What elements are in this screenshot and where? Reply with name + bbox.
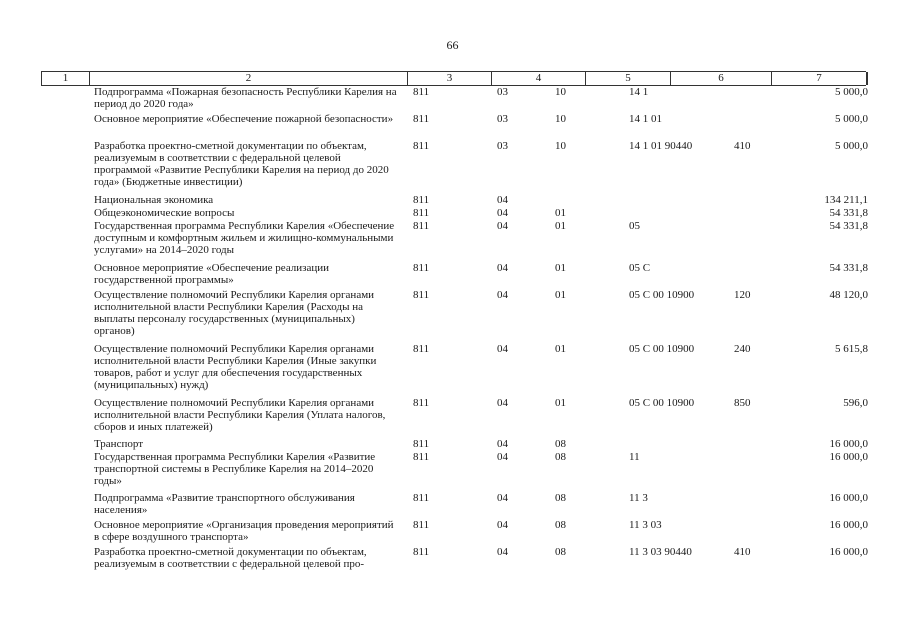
page-number: 66	[446, 38, 459, 52]
row-pr: 10	[555, 113, 566, 125]
row-csr: 14 1	[629, 86, 649, 98]
row-pr: 01	[555, 262, 566, 274]
row-vr: 410	[734, 140, 751, 152]
row-name: Национальная экономика	[94, 194, 214, 206]
row-name: Осуществление полномочий Республики Карелия органами исполнительной власти Республики Карелия (Уплата налогов, сборов и иных платежей)	[94, 397, 386, 433]
row-gr: 811	[413, 194, 430, 206]
header-cell: 7	[771, 72, 866, 85]
row-rz: 04	[497, 220, 508, 232]
row-csr: 05	[629, 220, 640, 232]
row-rz: 04	[497, 207, 508, 219]
row-csr: 14 1 01	[629, 113, 662, 125]
row-name: Разработка проектно-сметной документации по объектам, реализуемым в соответствии с федеральной целевой про-	[94, 546, 367, 570]
row-sum: 54 331,8	[829, 262, 868, 274]
row-gr: 811	[413, 220, 430, 232]
row-rz: 04	[497, 343, 508, 355]
row-gr: 811	[413, 207, 430, 219]
header-cell: 6	[670, 72, 771, 85]
row-name: Осуществление полномочий Республики Карелия органами исполнительной власти Республики Карелия (Иные закупки товаров, работ и услуг для обеспечения государственных (муниципальных) нужд)	[94, 343, 377, 391]
row-pr: 10	[555, 140, 566, 152]
row-name: Подпрограмма «Развитие транспортного обслуживания населения»	[94, 492, 355, 516]
row-vr: 410	[734, 546, 751, 558]
row-rz: 04	[497, 451, 508, 463]
row-name: Основное мероприятие «Обеспечение пожарной безопасности»	[94, 113, 394, 125]
row-pr: 01	[555, 289, 566, 301]
row-pr: 08	[555, 492, 566, 504]
row-rz: 03	[497, 140, 508, 152]
row-name: Осуществление полномочий Республики Карелия органами исполнительной власти Республики Карелия (Расходы на выплаты персоналу государственных (муниципальных) органов)	[94, 289, 375, 337]
row-sum: 16 000,0	[829, 546, 868, 558]
row-sum: 16 000,0	[829, 519, 868, 531]
row-vr: 120	[734, 289, 751, 301]
row-gr: 811	[413, 438, 430, 450]
row-gr: 811	[413, 113, 430, 125]
row-csr: 05 С	[629, 262, 651, 274]
row-name: Государственная программа Республики Карелия «Обеспечение доступным и комфортным жильем и жилищно-коммунальными услугами» на 2014–2020 годы	[94, 220, 395, 256]
row-sum: 48 120,0	[829, 289, 868, 301]
row-sum: 54 331,8	[829, 207, 868, 219]
header-cell: 4	[491, 72, 585, 85]
row-rz: 03	[497, 86, 508, 98]
row-name: Транспорт	[94, 438, 144, 450]
row-name: Государственная программа Республики Карелия «Развитие транспортной системы в Республике Карелия на 2014–2020 годы»	[94, 451, 376, 487]
row-pr: 01	[555, 397, 566, 409]
row-pr: 08	[555, 451, 566, 463]
header-cell-end	[866, 72, 868, 85]
row-name: Подпрограмма «Пожарная безопасность Республики Карелия на период до 2020 года»	[94, 86, 397, 110]
row-sum: 16 000,0	[829, 438, 868, 450]
row-rz: 04	[497, 438, 508, 450]
row-vr: 240	[734, 343, 751, 355]
row-gr: 811	[413, 546, 430, 558]
row-name: Основное мероприятие «Организация проведения мероприятий в сфере воздушного транспорта»	[94, 519, 394, 543]
row-sum: 5 000,0	[835, 140, 868, 152]
row-pr: 01	[555, 343, 566, 355]
header-cell: 5	[585, 72, 670, 85]
row-rz: 04	[497, 546, 508, 558]
row-name: Общеэкономические вопросы	[94, 207, 235, 219]
row-rz: 04	[497, 492, 508, 504]
row-sum: 16 000,0	[829, 492, 868, 504]
row-sum: 5 615,8	[835, 343, 868, 355]
row-gr: 811	[413, 492, 430, 504]
row-gr: 811	[413, 86, 430, 98]
row-pr: 10	[555, 86, 566, 98]
row-name: Основное мероприятие «Обеспечение реализации государственной программы»	[94, 262, 330, 286]
row-pr: 08	[555, 546, 566, 558]
row-sum: 54 331,8	[829, 220, 868, 232]
row-sum: 5 000,0	[835, 86, 868, 98]
row-gr: 811	[413, 140, 430, 152]
row-csr: 11	[629, 451, 640, 463]
row-gr: 811	[413, 519, 430, 531]
table-header	[41, 71, 866, 86]
row-sum: 5 000,0	[835, 113, 868, 125]
row-csr: 11 3 03	[629, 519, 662, 531]
row-rz: 04	[497, 194, 508, 206]
row-vr: 850	[734, 397, 751, 409]
row-sum: 134 211,1	[824, 194, 868, 206]
row-pr: 08	[555, 438, 566, 450]
row-csr: 05 С 00 10900	[629, 289, 695, 301]
row-rz: 04	[497, 519, 508, 531]
row-rz: 04	[497, 262, 508, 274]
row-rz: 04	[497, 289, 508, 301]
row-rz: 03	[497, 113, 508, 125]
row-gr: 811	[413, 262, 430, 274]
row-gr: 811	[413, 343, 430, 355]
row-sum: 596,0	[843, 397, 868, 409]
row-gr: 811	[413, 397, 430, 409]
row-gr: 811	[413, 289, 430, 301]
row-csr: 05 С 00 10900	[629, 343, 695, 355]
header-cell: 3	[407, 72, 491, 85]
row-pr: 08	[555, 519, 566, 531]
row-pr: 01	[555, 220, 566, 232]
row-csr: 05 С 00 10900	[629, 397, 695, 409]
header-cell: 2	[89, 72, 407, 85]
row-gr: 811	[413, 451, 430, 463]
row-csr: 14 1 01 90440	[629, 140, 693, 152]
header-cell: 1	[41, 72, 89, 85]
row-rz: 04	[497, 397, 508, 409]
row-sum: 16 000,0	[829, 451, 868, 463]
row-pr: 01	[555, 207, 566, 219]
row-csr: 11 3 03 90440	[629, 546, 692, 558]
row-name: Разработка проектно-сметной документации по объектам, реализуемым в соответствии с федеральной целевой программой «Развитие Республики Карелия на период до 2020 года» (Бюджетные инвестиции)	[94, 140, 389, 188]
row-csr: 11 3	[629, 492, 648, 504]
